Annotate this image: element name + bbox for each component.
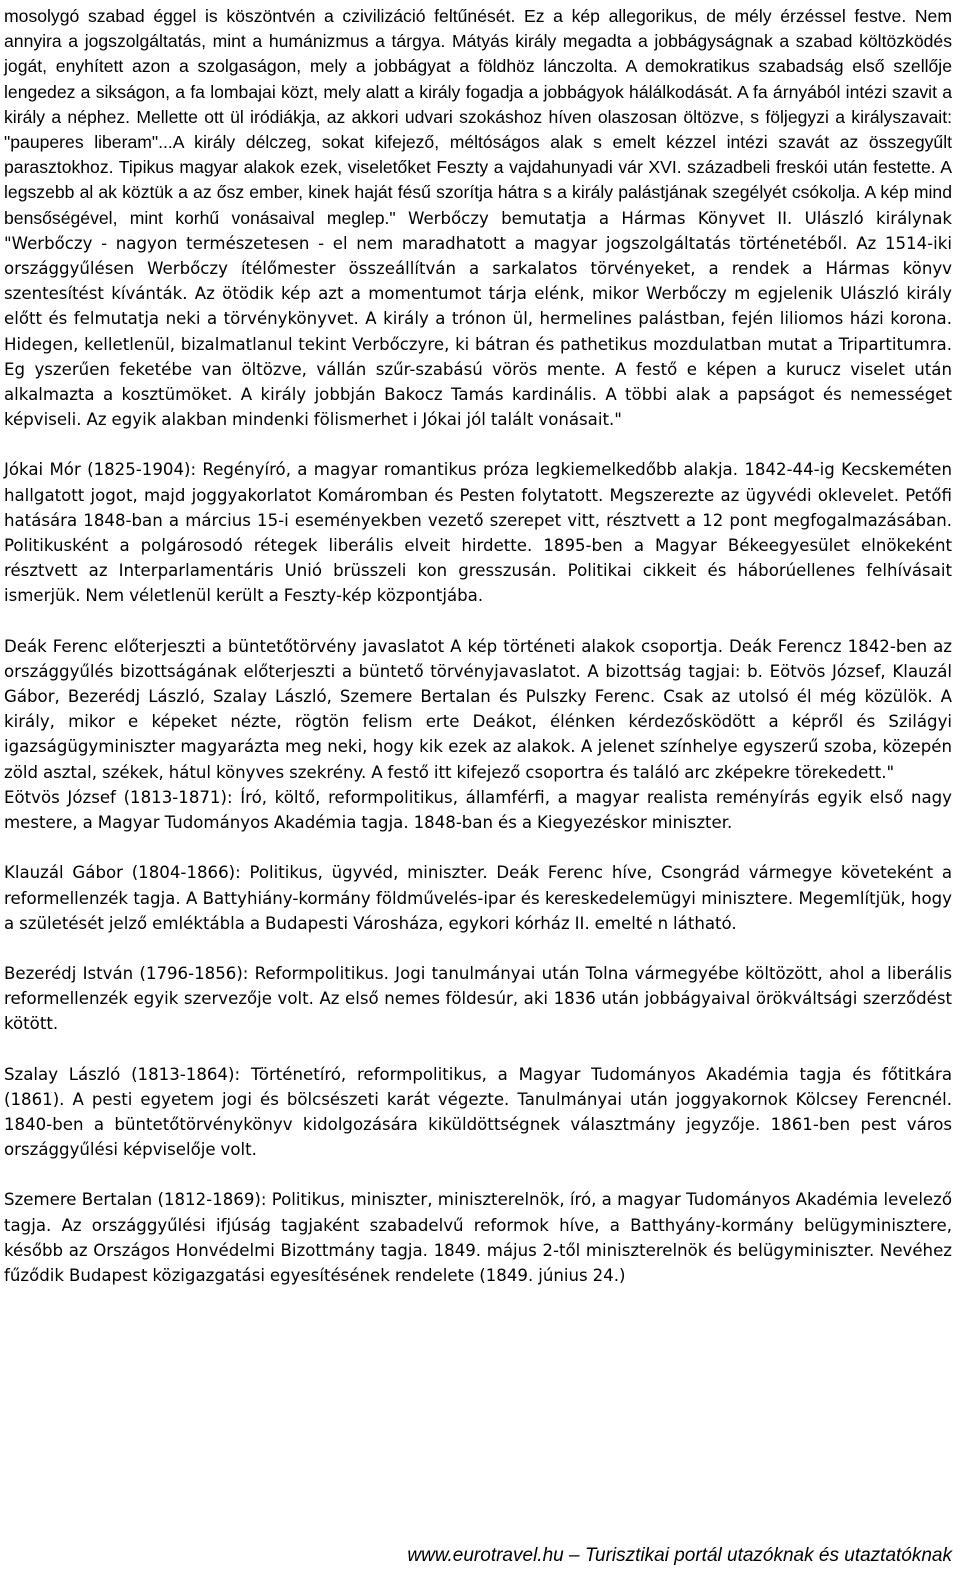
paragraph-szemere-bertalan: Szemere Bertalan (1812-1869): Politikus, miniszter, miniszterelnök, író, a magyar Tudományos Akadémia levelező tagja. Az országgyűlési ifjúság tagjaként szabadelvű reformok híve, a Batthyány-kormány belügyminisztere, később az Országos Honvédelmi Bizottmány tagja. 1849. május 2-től miniszterelnök és belügyminiszter. Nevéhez fűződik Budapest közigazgatási egyesítésének rendelete (1849. június 24.)	[4, 1190, 952, 1285]
paragraph-feszty-description	[4, 4, 952, 432]
paragraph-szalay-laszlo: Szalay László (1813-1864): Történetíró, reformpolitikus, a Magyar Tudományos Akadémia tagja és főtitkára (1861). A pesti egyetem jogi és bölcsészeti karát végezte. Tanulmányai után joggyakornok Kölcsey Ferencnél. 1840-ben a büntetőtörvénykönyv kidolgozására kiküldöttségnek választmány jegyzője. 1861-ben pest város országgyűlési képviselője volt.	[4, 1064, 952, 1160]
paragraph-matyas-kiraly: mosolygó szabad éggel is köszöntvén a czivilizáció feltűnését. Ez a kép allegorikus, de mély érzéssel festve. Nem annyira a jogszolgáltatás, mint a humánizmus a tárgya. Mátyás király megadta a jobbágyságnak a szabad költözködés jogát, enyhített azon a szolgaságon, mely a jobbágyat a földhöz lánczolta. A demokratikus szabadság első szellője lengedez a sikságon, a fa lombajai közt, mely alatt a király fogadja a jobbágyok hálálkodását. A fa árnyából intézi szavit a király a néphez. Mellette ott ül iródiákja, az akkori udvari szokáshoz híven olaszosan öltözve, s följegyzi a királyszavait: "pauperes liberam"...A király délczeg, sokat kifejező, méltóságos alak s emelt kézzel intézi szavát az összegyűlt parasztokhoz. Tipikus magyar alakok ezek, viseletőket Feszty a vajdahunyadi vár XVI. századbeli freskói után festette. A legszebb al ak köztük a az ősz ember, kinek haját fésű szorítja hátra s a király palástjának szegélyét csókolja. A kép mind bensőségével, mint korhű vonásaival meglep."	[4, 6, 952, 228]
footer-link[interactable]: www.eurotravel.hu – Turisztikai portál utazóknak és utaztatóknak	[407, 1545, 952, 1566]
paragraph-klauzal-gabor: Klauzál Gábor (1804-1866): Politikus, ügyvéd, miniszter. Deák Ferenc híve, Csongrád vármegye követeként a reformellenzék tagja. A Battyhiány-kormány földművelés-ipar és kereskedelemügyi minisztere. Megemlítjük, hogy a születését jelző emléktábla a Budapesti Városháza, egykori kórház II. emelté n látható.	[4, 863, 952, 933]
paragraph-werboczy: Werbőczy bemutatja a Hármas Könyvet II. Ulászló királynak "Werbőczy - nagyon természetesen - el nem maradhatott a magyar jogszolgáltatás történetéből. Az 1514-iki országgyűlésen Werbőczy ítélőmester összeállítván a sarkalatos törvényeket, a rendek a Hármas könyv szentesítést kívánták. Az ötödik kép azt a momentumot tárja elénk, mikor Werbőczy m egjelenik Ulászló király előtt és felmutatja neki a törvénykönyvet. A király a trónon ül, hermelines palástban, fején liliomos házi korona. Hidegen, kelletlenül, bizalmatlanul tekint Verbőczyre, ki bátran és pathetikus mozdulatban mutat a Tripartitumra. Eg yszerűen feketébe van öltözve, vállán szűr-szabású vörös mente. A festő e képen a kurucz viselet után alkalmazta a kosztümöket. A király jobbján Bakocz Tamás kardinális. A többi alak a papságot és nemességet képviseli. Az egyik alakban mindenki fölismerhet i Jókai jól talált vonásait."	[4, 208, 952, 430]
paragraph-gap	[4, 432, 952, 457]
paragraph-jokai-mor: Jókai Mór (1825-1904): Regényíró, a magyar romantikus próza legkiemelkedőbb alakja. 1842-44-ig Kecskeméten hallgatott jogot, majd joggyakorlatot Komáromban és Pesten folytatott. Megszerezte az ügyvédi oklevelet. Petőfi hatására 1848-ban a március 15-i eseményekben vezető szerepet vitt, résztvett a 12 pont megfogalmazásában. Politikusként a polgárosodó rétegek liberális elveit hirdette. 1895-ben a Magyar Békeegyesület elnökeként résztvett az Interparlamentáris Unió brüsszeli kon gresszusán. Politikai cikkeit és háborúellenes felhívásait ismerjük. Nem véletlenül került a Feszty-kép központjába.	[4, 460, 952, 606]
paragraph-gap	[4, 936, 952, 961]
paragraph-gap	[4, 1037, 952, 1062]
paragraph-bezeredj-istvan: Bezerédj István (1796-1856): Reformpolitikus. Jogi tanulmányai után Tolna vármegyébe költözött, ahol a liberális reformellenzék egyik szervezője volt. Az első nemes földesúr, aki 1836 után jobbágyaival örökváltsági szerződést kötött.	[4, 963, 952, 1034]
paragraph-gap	[4, 835, 952, 860]
paragraph-gap	[4, 1162, 952, 1187]
paragraph-deak-ferenc: Deák Ferenc előterjeszti a büntetőtörvény javaslatot A kép történeti alakok csoportja. Deák Ferencz 1842-ben az országgyűlés bizottságának előterjeszti a büntető törvényjavaslatot. A bizottság tagjai: b. Eötvös József, Klauzál Gábor, Bezerédj László, Szalay László, Szemere Bertalan és Pulszky Ferenc. Csak az utolsó él még közülök. A király, mikor e képeket nézte, rögtön felism erte Deákot, élénken kérdezősködött a képről és Szilágyi igazságügyminiszter magyarázta meg neki, hogy kik ezek az alakok. A jelenet színhelye egyszerű szoba, közepén zöld asztal, székek, hátul könyves szekrény. A festő itt kifejező csoportra és találó arc zképekre törekedett."	[4, 636, 952, 782]
paragraph-eotvos-jozsef: Eötvös József (1813-1871): Író, költő, reformpolitikus, államférfi, a magyar realista reményírás egyik első nagy mestere, a Magyar Tudományos Akadémia tagja. 1848-ban és a Kiegyezéskor miniszter.	[4, 787, 952, 833]
paragraph-gap	[4, 609, 952, 634]
